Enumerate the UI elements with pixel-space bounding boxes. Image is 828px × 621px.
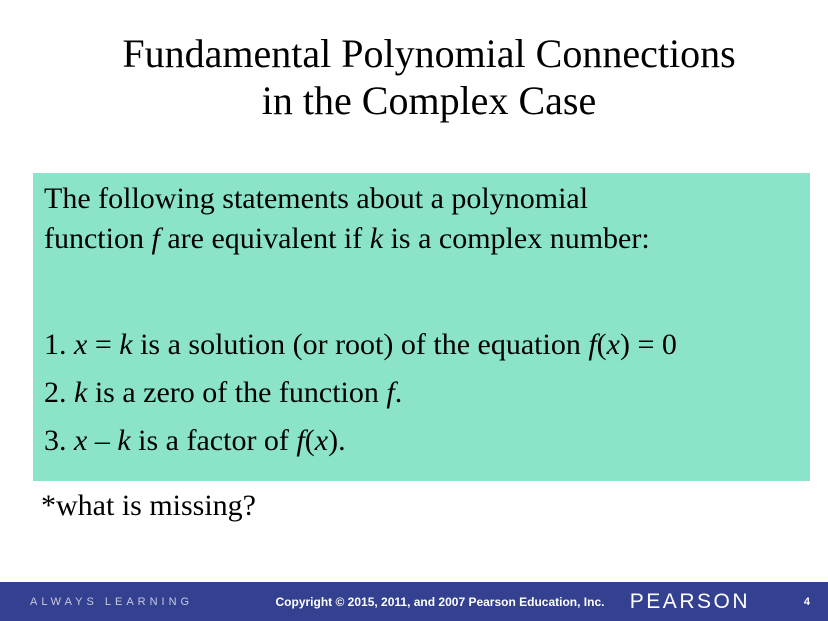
slide-page-number: 4 <box>803 595 810 608</box>
statement-item-2: 2. k is a zero of the function f. <box>44 376 403 409</box>
pearson-logo: PEARSON <box>629 589 750 613</box>
statement-list <box>44 325 802 461</box>
footnote-what-is-missing: *what is missing? <box>41 489 256 522</box>
statement-intro-line-2: function f are equivalent if k is a complex number: <box>44 222 650 255</box>
slide-title-line-2: in the Complex Case <box>261 78 597 123</box>
slide-title-line-1: Fundamental Polynomial Connections <box>122 31 736 76</box>
copyright-notice: Copyright © 2015, 2011, and 2007 Pearson Education, Inc. <box>275 594 605 609</box>
statement-intro-line-1: The following statements about a polynomial <box>44 182 589 215</box>
statement-item-1: 1. x = k is a solution (or root) of the equation f(x) = 0 <box>44 328 677 361</box>
statement-item-3: 3. x – k is a factor of f(x). <box>44 424 346 457</box>
always-learning-tagline: ALWAYS LEARNING <box>30 595 194 608</box>
slide-title <box>30 30 828 124</box>
highlighted-statement-box <box>33 173 810 481</box>
footer-bar <box>0 582 828 621</box>
